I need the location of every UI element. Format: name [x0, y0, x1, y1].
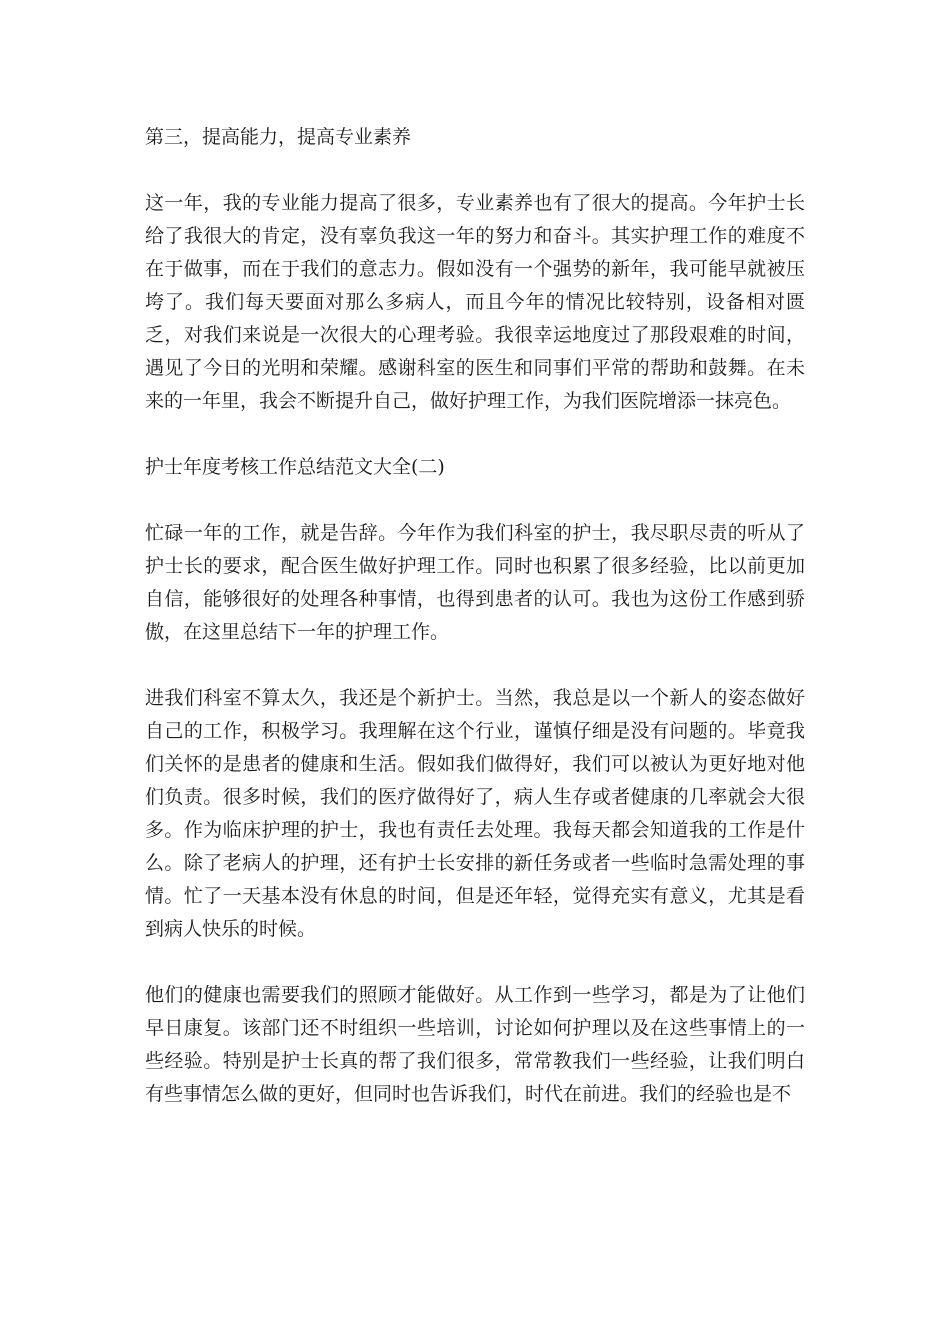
paragraph-year-summary: 忙碌一年的工作，就是告辞。今年作为我们科室的护士，我尽职尽责的听从了护士长的要求，配合医生做好护理工作。同时也积累了很多经验，比以前更加自信，能够很好的处理各种事情，也得到患者的认可。我也为这份工作感到骄傲，在这里总结下一年的护理工作。	[145, 522, 805, 643]
paragraph-new-nurse: 进我们科室不算太久，我还是个新护士。当然，我总是以一个新人的姿态做好自己的工作，积极学习。我理解在这个行业，谨慎仔细是没有问题的。毕竟我们关怀的是患者的健康和生活。假如我们做得好，我们可以被认为更好地对他们负责。很多时候，我们的医疗做得好了，病人生存或者健康的几率就会大很多。作为临床护理的护士，我也有责任去处理。我每天都会知道我的工作是什么。除了老病人的护理，还有护士长安排的新任务或者一些临时急需处理的事情。忙了一天基本没有休息的时间，但是还年轻，觉得充实有意义，尤其是看到病人快乐的时候。	[145, 687, 805, 940]
document-body	[145, 121, 805, 1144]
paragraph-professional-growth: 这一年，我的专业能力提高了很多，专业素养也有了很大的提高。今年护士长给了我很大的肯定，没有辜负我这一年的努力和奋斗。其实护理工作的难度不在于做事，而在于我们的意志力。假如没有一个强势的新年，我可能早就被压垮了。我们每天要面对那么多病人，而且今年的情况比较特别，设备相对匮乏，对我们来说是一次很大的心理考验。我很幸运地度过了那段艰难的时间，遇见了今日的光明和荣耀。感谢科室的医生和同事们平常的帮助和鼓舞。在未来的一年里，我会不断提升自己，做好护理工作，为我们医院增添一抹亮色。	[145, 192, 805, 412]
section-heading-improve-ability: 第三，提高能力，提高专业素养	[145, 126, 412, 148]
paragraph-patient-care: 他们的健康也需要我们的照顾才能做好。从工作到一些学习，都是为了让他们早日康复。该部门还不时组织一些培训，讨论如何护理以及在这些事情上的一些经验。特别是护士长真的帮了我们很多，常常教我们一些经验，让我们明白有些事情怎么做的更好，但同时也告诉我们，时代在前进。我们的经验也是不	[145, 984, 805, 1105]
article-title-part-two: 护士年度考核工作总结范文大全(二)	[145, 456, 445, 478]
